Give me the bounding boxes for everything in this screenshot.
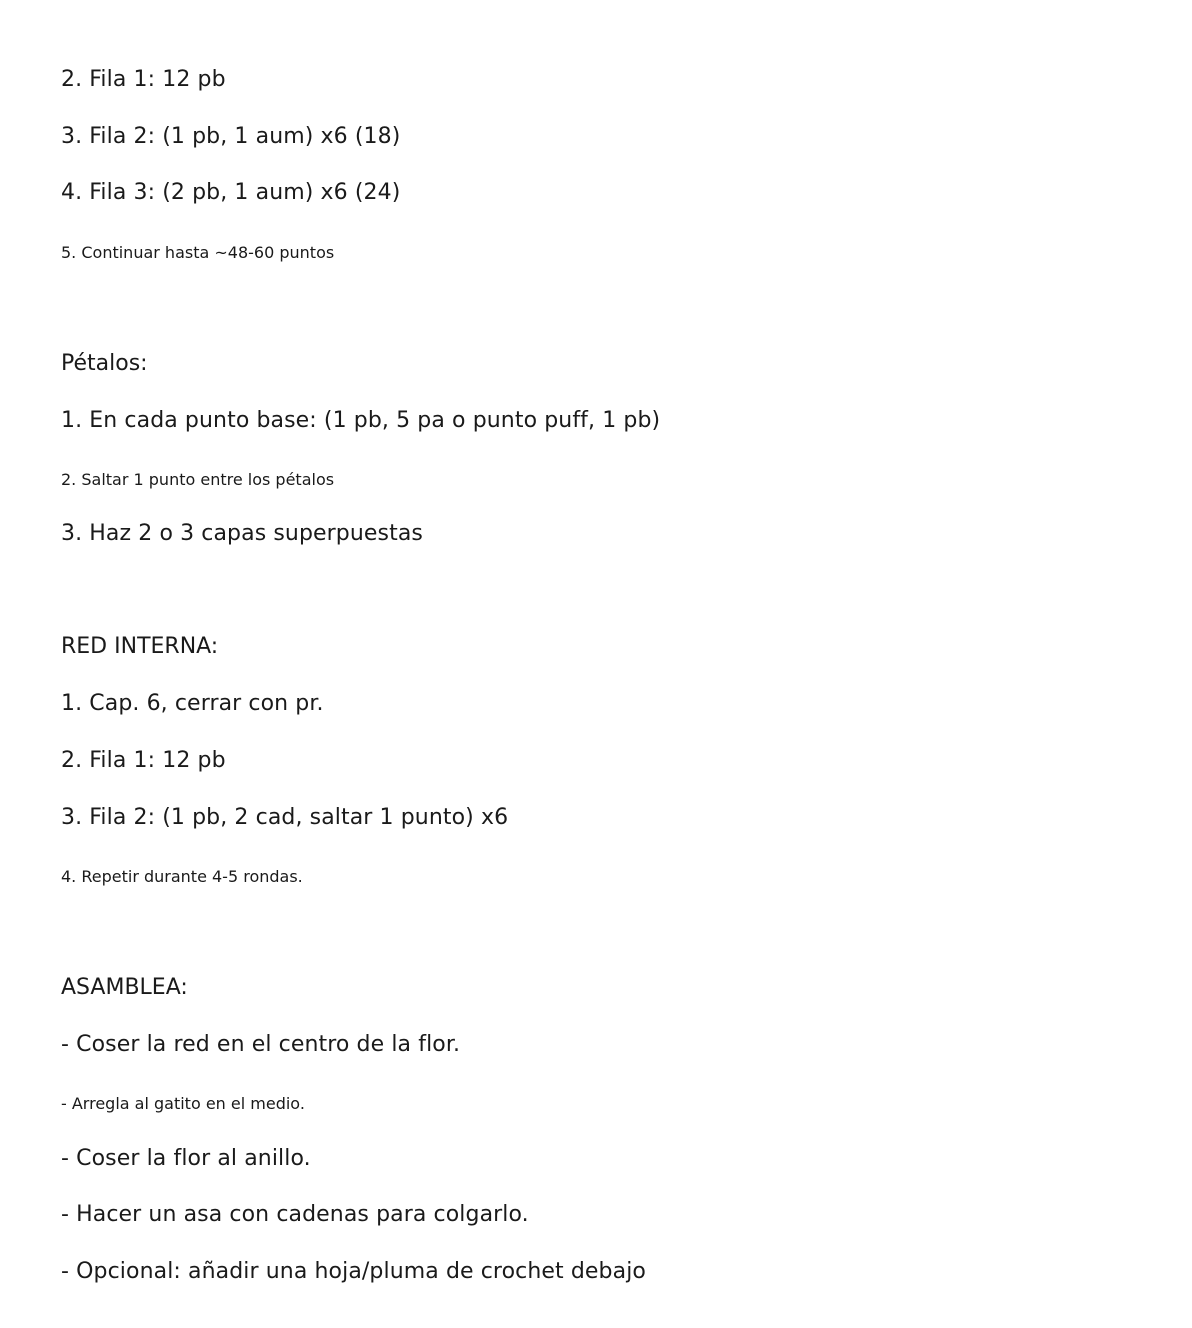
instruction-line: 2. Saltar 1 punto entre los pétalos xyxy=(61,470,335,489)
instruction-line: - Hacer un asa con cadenas para colgarlo. xyxy=(61,1202,529,1227)
instruction-line: - Coser la flor al anillo. xyxy=(61,1146,311,1171)
instruction-line: 3. Fila 2: (1 pb, 1 aum) x6 (18) xyxy=(61,124,401,149)
instruction-line: 1. Cap. 6, cerrar con pr. xyxy=(61,691,324,716)
instruction-line: - Opcional: añadir una hoja/pluma de crochet debajo xyxy=(61,1259,646,1284)
instruction-line: 4. Fila 3: (2 pb, 1 aum) x6 (24) xyxy=(61,180,401,205)
instruction-line: 4. Repetir durante 4-5 rondas. xyxy=(61,867,303,886)
instruction-line: 5. Continuar hasta ~48-60 puntos xyxy=(61,243,335,262)
section-heading: RED INTERNA: xyxy=(61,634,219,659)
section-heading: Pétalos: xyxy=(61,351,148,376)
instruction-line: 3. Fila 2: (1 pb, 2 cad, saltar 1 punto) x6 xyxy=(61,805,509,830)
instruction-line: - Arregla al gatito en el medio. xyxy=(61,1094,305,1113)
instruction-line: - Coser la red en el centro de la flor. xyxy=(61,1032,461,1057)
instruction-line: 2. Fila 1: 12 pb xyxy=(61,748,226,773)
instruction-line: 1. En cada punto base: (1 pb, 5 pa o punto puff, 1 pb) xyxy=(61,408,661,433)
instruction-line: 3. Haz 2 o 3 capas superpuestas xyxy=(61,521,423,546)
section-heading: ASAMBLEA: xyxy=(61,975,188,1000)
instruction-line: 2. Fila 1: 12 pb xyxy=(61,67,226,92)
